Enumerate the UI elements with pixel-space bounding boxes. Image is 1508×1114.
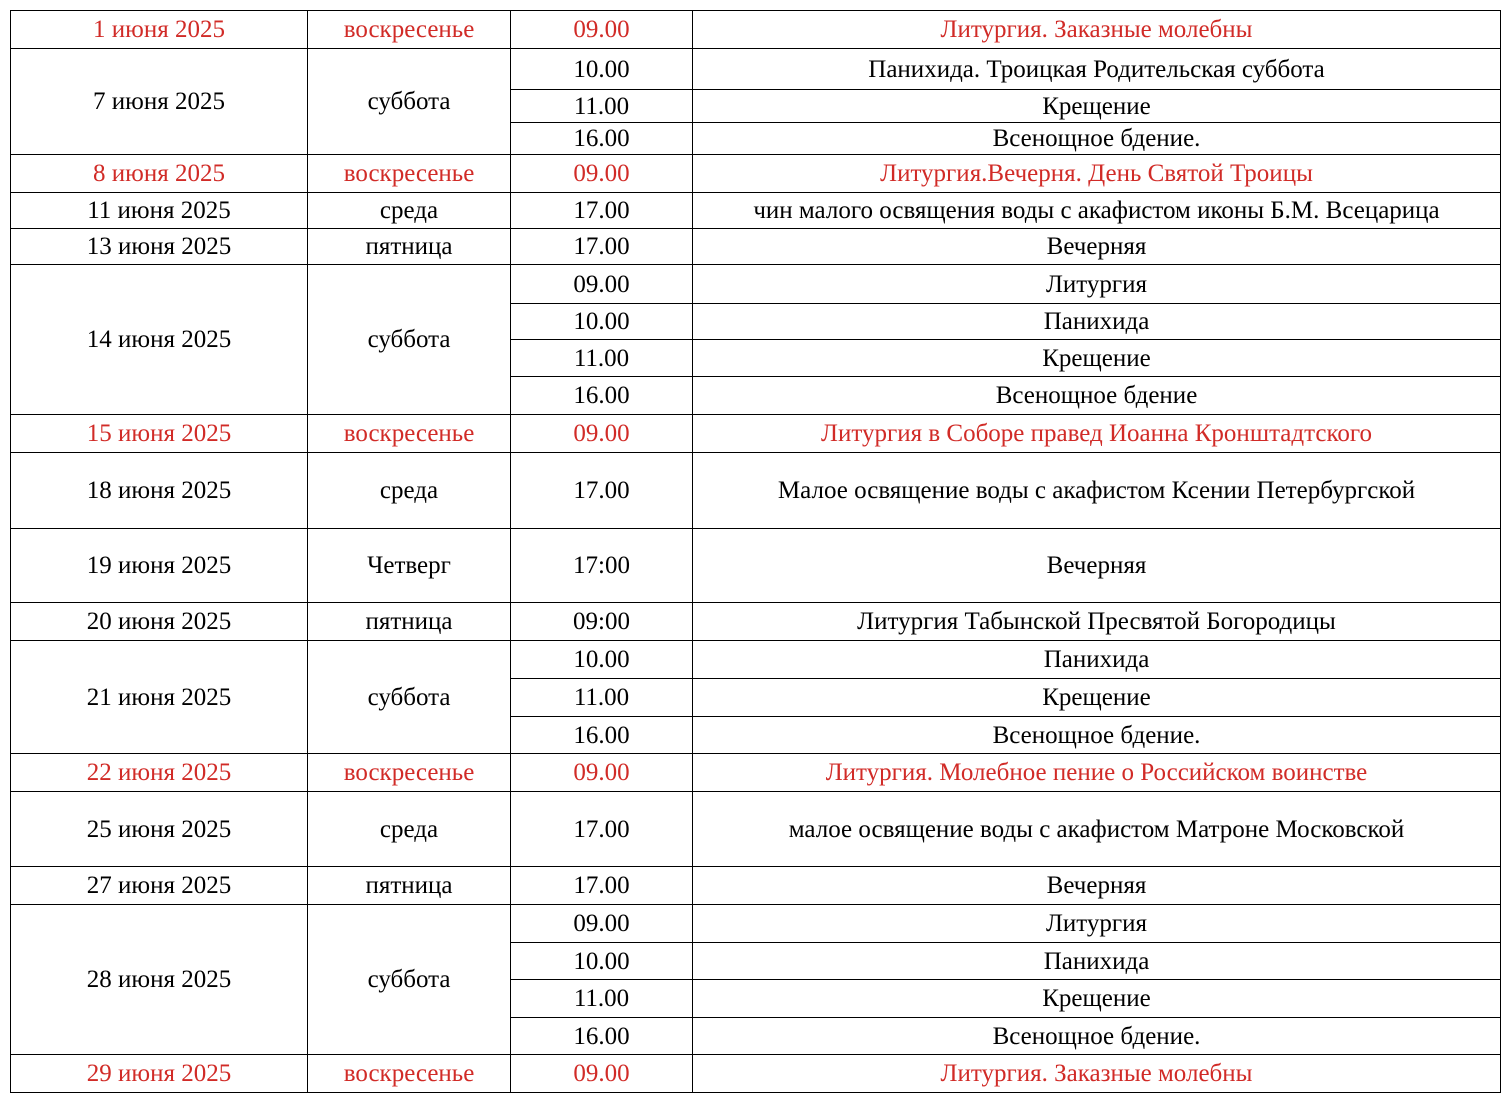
service-name-cell: Литургия. Заказные молебны [693, 1055, 1501, 1093]
service-name-cell: Вечерняя [693, 867, 1501, 905]
service-name-cell: Литургия в Соборе правед Иоанна Кронштадтского [693, 415, 1501, 453]
service-name-cell: Панихида. Троицкая Родительская суббота [693, 49, 1501, 90]
service-name-cell: Всенощное бдение [693, 377, 1501, 415]
schedule-day-row [11, 867, 1501, 905]
service-name-cell: Панихида [693, 304, 1501, 340]
service-name-cell: Литургия [693, 905, 1501, 943]
time-cell: 09.00 [511, 415, 693, 453]
weekday-cell: суббота [308, 905, 511, 1055]
service-schedule-table [10, 10, 1501, 1093]
time-cell: 09.00 [511, 905, 693, 943]
service-name-cell: малое освящение воды с акафистом Матроне Московской [693, 792, 1501, 867]
date-cell: 28 июня 2025 [11, 905, 308, 1055]
time-cell: 09.00 [511, 11, 693, 49]
time-cell: 16.00 [511, 377, 693, 415]
time-cell: 10.00 [511, 304, 693, 340]
schedule-day-row [11, 792, 1501, 867]
date-cell: 11 июня 2025 [11, 193, 308, 229]
schedule-day-row [11, 529, 1501, 603]
schedule-day-row [11, 1055, 1501, 1093]
date-cell: 29 июня 2025 [11, 1055, 308, 1093]
time-cell: 11.00 [511, 679, 693, 717]
date-cell: 14 июня 2025 [11, 265, 308, 415]
weekday-cell: пятница [308, 603, 511, 641]
time-cell: 11.00 [511, 340, 693, 377]
date-cell: 7 июня 2025 [11, 49, 308, 155]
time-cell: 16.00 [511, 123, 693, 155]
service-name-cell: Литургия.Вечерня. День Святой Троицы [693, 155, 1501, 193]
time-cell: 17.00 [511, 193, 693, 229]
time-cell: 09:00 [511, 603, 693, 641]
weekday-cell: пятница [308, 229, 511, 265]
date-cell: 19 июня 2025 [11, 529, 308, 603]
time-cell: 09.00 [511, 1055, 693, 1093]
schedule-day-row [11, 229, 1501, 265]
weekday-cell: Четверг [308, 529, 511, 603]
service-name-cell: Крещение [693, 90, 1501, 123]
time-cell: 10.00 [511, 943, 693, 980]
schedule-day-row [11, 603, 1501, 641]
time-cell: 09.00 [511, 265, 693, 304]
time-cell: 17:00 [511, 529, 693, 603]
schedule-day-row [11, 453, 1501, 529]
date-cell: 15 июня 2025 [11, 415, 308, 453]
time-cell: 11.00 [511, 90, 693, 123]
schedule-day-row [11, 641, 1501, 679]
service-name-cell: Всенощное бдение. [693, 717, 1501, 754]
service-name-cell: Всенощное бдение. [693, 1018, 1501, 1055]
time-cell: 10.00 [511, 641, 693, 679]
weekday-cell: среда [308, 453, 511, 529]
weekday-cell: среда [308, 792, 511, 867]
schedule-day-row [11, 155, 1501, 193]
time-cell: 17.00 [511, 867, 693, 905]
service-name-cell: Литургия. Молебное пение о Российском воинстве [693, 754, 1501, 792]
service-name-cell: Панихида [693, 641, 1501, 679]
time-cell: 17.00 [511, 792, 693, 867]
service-name-cell: Вечерняя [693, 529, 1501, 603]
time-cell: 16.00 [511, 717, 693, 754]
weekday-cell: суббота [308, 641, 511, 754]
weekday-cell: воскресенье [308, 11, 511, 49]
service-name-cell: Литургия Табынской Пресвятой Богородицы [693, 603, 1501, 641]
service-name-cell: чин малого освящения воды с акафистом иконы Б.М. Всецарица [693, 193, 1501, 229]
service-name-cell: Крещение [693, 980, 1501, 1018]
service-name-cell: Панихида [693, 943, 1501, 980]
weekday-cell: суббота [308, 49, 511, 155]
schedule-body [11, 11, 1501, 1093]
service-name-cell: Крещение [693, 340, 1501, 377]
weekday-cell: пятница [308, 867, 511, 905]
service-name-cell: Литургия. Заказные молебны [693, 11, 1501, 49]
time-cell: 17.00 [511, 453, 693, 529]
date-cell: 25 июня 2025 [11, 792, 308, 867]
weekday-cell: среда [308, 193, 511, 229]
service-name-cell: Малое освящение воды с акафистом Ксении Петербургской [693, 453, 1501, 529]
time-cell: 16.00 [511, 1018, 693, 1055]
schedule-day-row [11, 265, 1501, 304]
date-cell: 18 июня 2025 [11, 453, 308, 529]
weekday-cell: воскресенье [308, 754, 511, 792]
schedule-day-row [11, 754, 1501, 792]
service-name-cell: Литургия [693, 265, 1501, 304]
weekday-cell: воскресенье [308, 415, 511, 453]
service-name-cell: Вечерняя [693, 229, 1501, 265]
time-cell: 17.00 [511, 229, 693, 265]
weekday-cell: воскресенье [308, 1055, 511, 1093]
weekday-cell: суббота [308, 265, 511, 415]
time-cell: 09.00 [511, 754, 693, 792]
schedule-day-row [11, 49, 1501, 90]
date-cell: 13 июня 2025 [11, 229, 308, 265]
service-name-cell: Крещение [693, 679, 1501, 717]
time-cell: 10.00 [511, 49, 693, 90]
time-cell: 11.00 [511, 980, 693, 1018]
schedule-day-row [11, 193, 1501, 229]
weekday-cell: воскресенье [308, 155, 511, 193]
date-cell: 27 июня 2025 [11, 867, 308, 905]
date-cell: 21 июня 2025 [11, 641, 308, 754]
date-cell: 8 июня 2025 [11, 155, 308, 193]
schedule-day-row [11, 415, 1501, 453]
schedule-day-row [11, 905, 1501, 943]
service-name-cell: Всенощное бдение. [693, 123, 1501, 155]
time-cell: 09.00 [511, 155, 693, 193]
date-cell: 1 июня 2025 [11, 11, 308, 49]
date-cell: 20 июня 2025 [11, 603, 308, 641]
date-cell: 22 июня 2025 [11, 754, 308, 792]
schedule-day-row [11, 11, 1501, 49]
